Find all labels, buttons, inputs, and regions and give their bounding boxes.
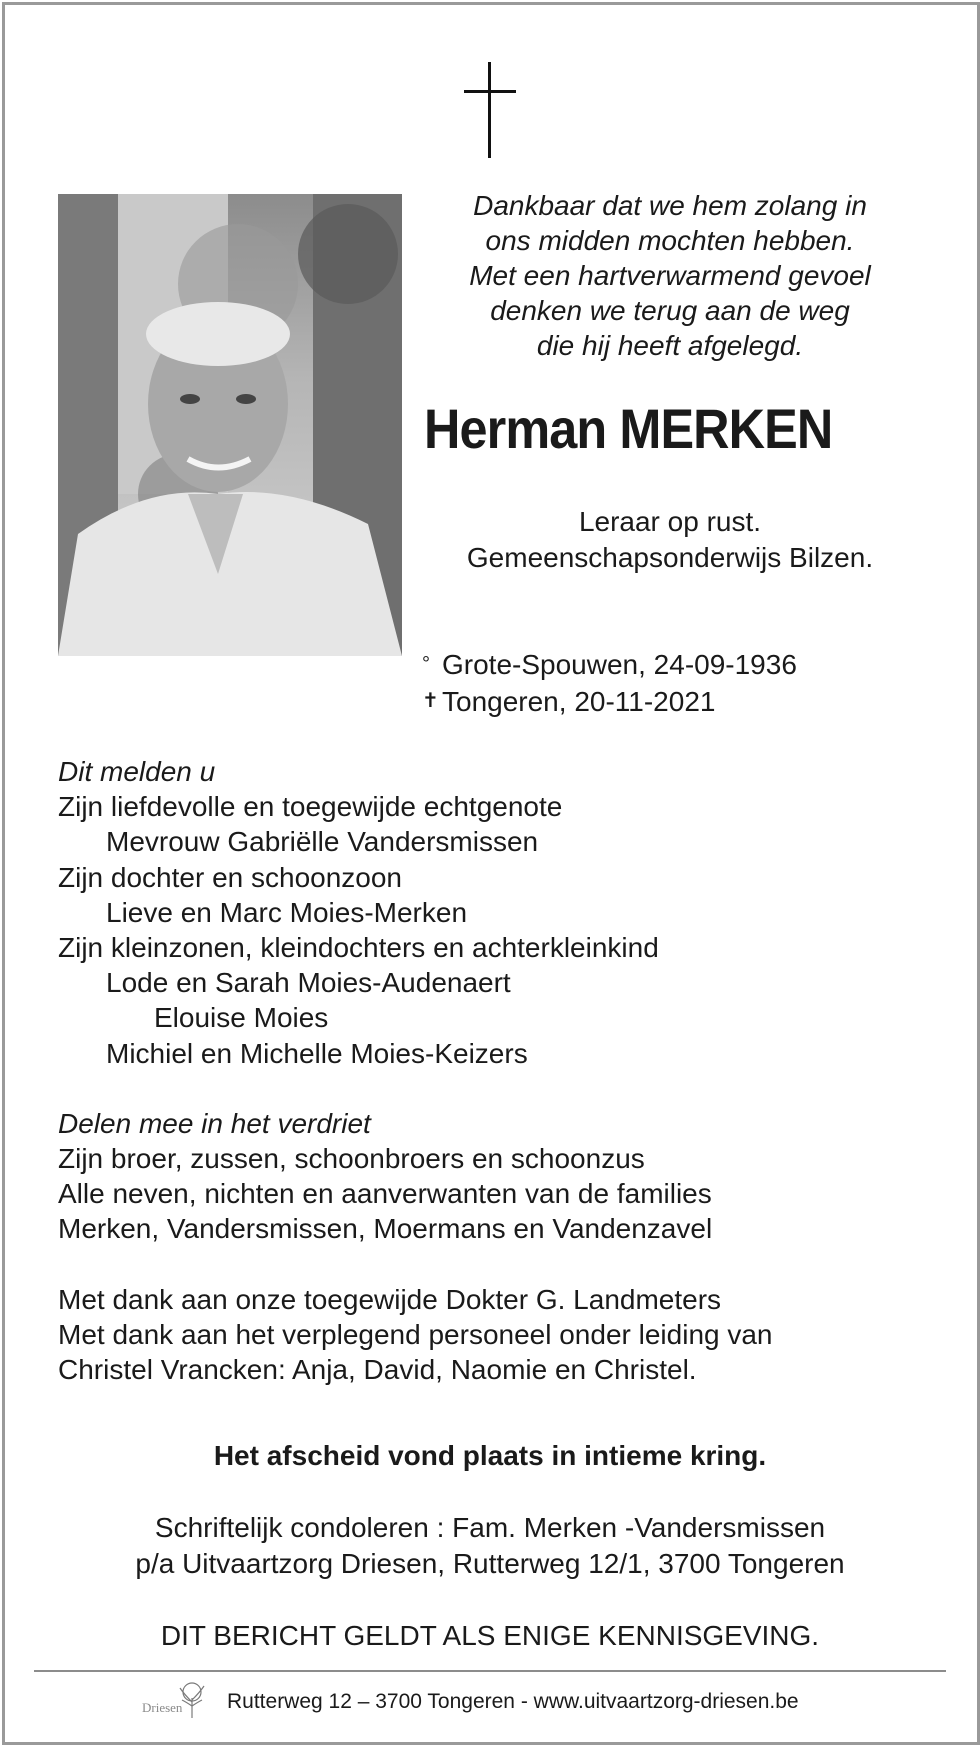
footer-address: Rutterweg 12 – 3700 Tongeren - www.uitvaartzorg-driesen.be: [227, 1690, 799, 1713]
cross-icon: [462, 62, 518, 158]
notice-text: DIT BERICHT GELDT ALS ENIGE KENNISGEVING.: [160, 1620, 820, 1651]
farewell-statement: Het afscheid vond plaats in intieme kring.: [213, 1440, 767, 1471]
family-line: Zijn dochter en schoonzoon: [58, 861, 402, 893]
condolence-address: p/a Uitvaartzorg Driesen, Rutterweg 12/1, 3700 Tongeren: [135, 1548, 845, 1579]
divider: [34, 1670, 946, 1672]
death-text: Tongeren, 20-11-2021: [442, 686, 716, 717]
family-line: Zijn kleinzonen, kleindochters en achterkleinkind: [58, 932, 659, 964]
family-line: Michiel en Michelle Moies-Keizers: [106, 1037, 528, 1069]
occupation-line: Gemeenschapsonderwijs Bilzen.: [466, 542, 874, 573]
quote-line: die hij heeft afgelegd.: [536, 330, 804, 361]
condolence-line: Schriftelijk condoleren : Fam. Merken -Vandersmissen: [154, 1512, 826, 1543]
memorial-quote: [420, 188, 920, 363]
life-dates: [422, 646, 797, 720]
portrait-photo: [58, 194, 402, 656]
occupation: [420, 504, 920, 576]
thanks-line: Christel Vrancken: Anja, David, Naomie en Christel.: [58, 1354, 697, 1386]
death-cross-icon: ✝: [422, 690, 439, 712]
logo-text: Driesen: [142, 1700, 183, 1715]
family-line: Elouise Moies: [154, 1002, 329, 1034]
death-date: [422, 683, 797, 720]
birth-date: [422, 646, 797, 683]
thanks-line: Met dank aan onze toegewijde Dokter G. Landmeters: [58, 1283, 722, 1315]
family-line: Lieve en Marc Moies-Merken: [106, 896, 468, 928]
share-heading: Delen mee in het verdriet: [58, 1107, 371, 1139]
quote-line: Dankbaar dat we hem zolang in: [473, 190, 867, 221]
footer: [0, 1678, 980, 1728]
deceased-name: Herman MERKEN: [424, 397, 833, 460]
funeral-home-logo: [140, 1678, 210, 1724]
birth-text: Grote-Spouwen, 24-09-1936: [442, 649, 797, 680]
quote-line: Met een hartverwarmend gevoel: [469, 260, 871, 291]
thanks-line: Met dank aan het verplegend personeel onder leiding van: [58, 1318, 773, 1350]
family-heading: Dit melden u: [58, 756, 216, 787]
family-line: Lode en Sarah Moies-Audenaert: [106, 967, 511, 999]
occupation-line: Leraar op rust.: [578, 506, 762, 537]
share-line: Zijn broer, zussen, schoonbroers en schoonzus: [58, 1143, 645, 1175]
share-line: Alle neven, nichten en aanverwanten van de families: [58, 1178, 712, 1210]
family-line: Mevrouw Gabriëlle Vandersmissen: [106, 826, 539, 858]
family-section: [58, 754, 773, 1387]
condolence-info: [0, 1510, 980, 1582]
share-line: Merken, Vandersmissen, Moermans en Vandenzavel: [58, 1213, 713, 1245]
birth-symbol: °: [422, 653, 430, 675]
quote-line: denken we terug aan de weg: [490, 295, 850, 326]
quote-line: ons midden mochten hebben.: [485, 225, 855, 256]
family-line: Zijn liefdevolle en toegewijde echtgenote: [58, 791, 563, 823]
